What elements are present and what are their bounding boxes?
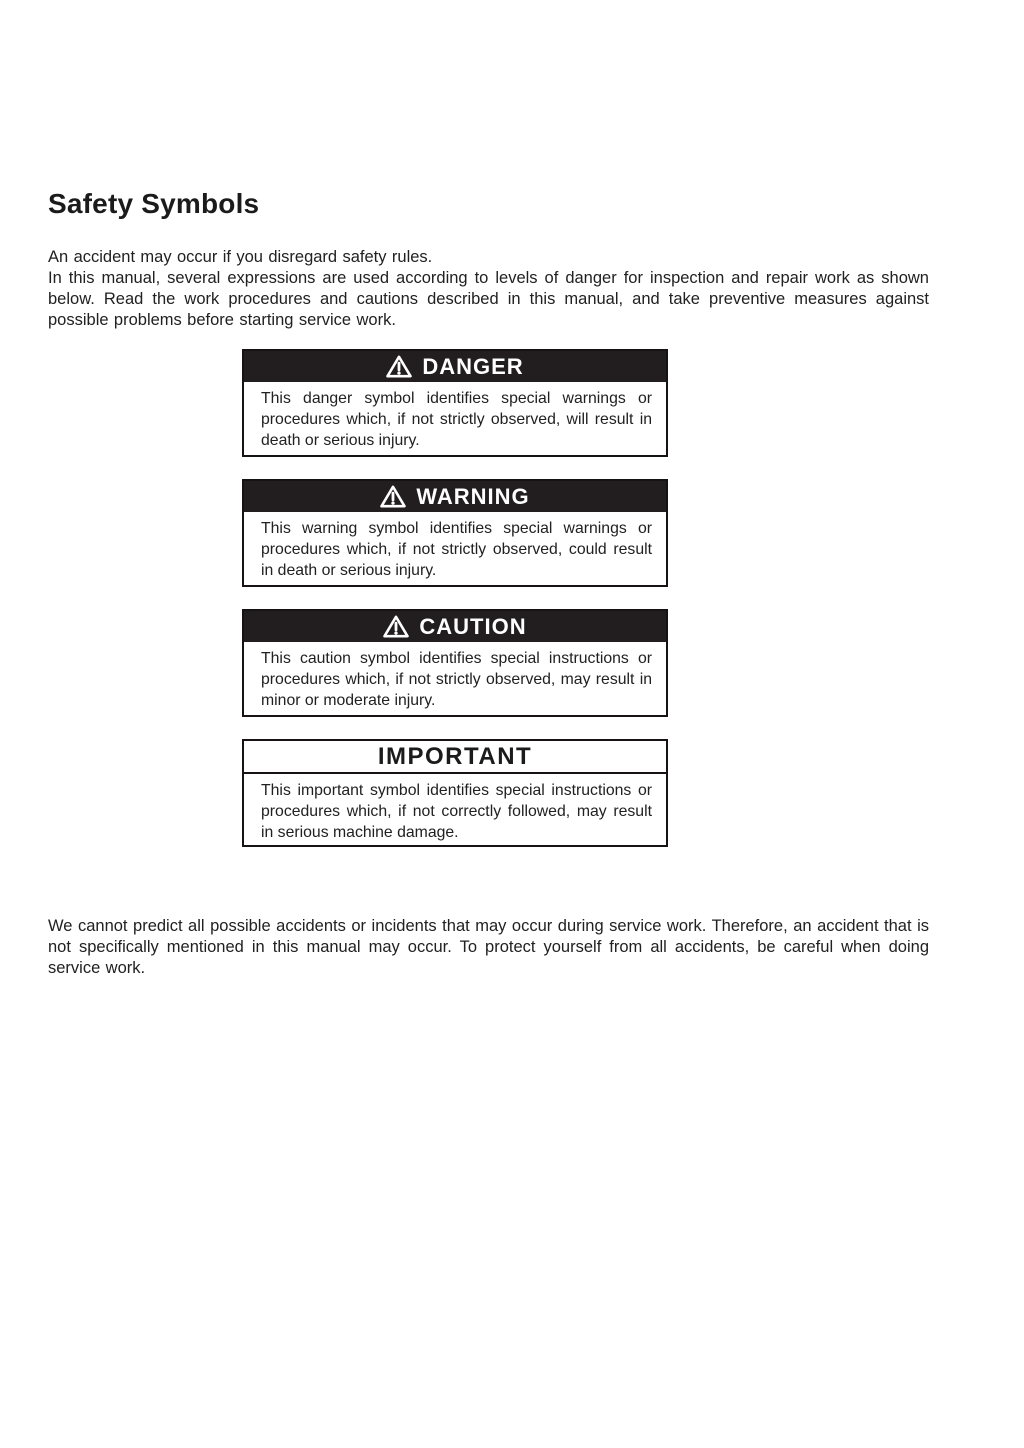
danger-box-label: DANGER	[422, 353, 524, 379]
intro-sentence-1: An accident may occur if you disregard safety rules.	[48, 248, 433, 266]
important-box-label: IMPORTANT	[377, 742, 533, 770]
caution-box-label: CAUTION	[419, 613, 527, 639]
warning-triangle-icon	[380, 485, 406, 508]
warning-box-body: This warning symbol identifies special warnings or procedures which, if not strictly observed, could result in death or serious injury.	[261, 520, 652, 579]
warning-box-label: WARNING	[416, 483, 530, 509]
danger-box-body: This danger symbol identifies special warnings or procedures which, if not strictly observed, will result in death or serious injury.	[261, 390, 652, 449]
warning-box	[242, 479, 668, 587]
intro-sentence-rest: In this manual, several expressions are used according to levels of danger for inspection and repair work as shown below. Read the work procedures and cautions described in this manual, and take preventive measures against possible problems before starting service work.	[48, 269, 929, 329]
safety-symbol-boxes	[242, 349, 668, 869]
danger-box-header	[244, 351, 666, 382]
important-box	[242, 739, 668, 847]
page-title: Safety Symbols	[48, 188, 260, 219]
caution-box	[242, 609, 668, 717]
warning-box-header	[244, 481, 666, 512]
intro-paragraph	[48, 247, 929, 331]
closing-paragraph: We cannot predict all possible accidents or incidents that may occur during service work. Therefore, an accident that is not specifically mentioned in this manual may occur. To protect yourself from all accidents, be careful when doing service work.	[48, 917, 929, 977]
important-box-body: This important symbol identifies special instructions or procedures which, if not correctly followed, may result in serious machine damage.	[261, 782, 652, 841]
caution-box-header	[244, 611, 666, 642]
important-box-header	[244, 741, 666, 774]
caution-box-body: This caution symbol identifies special instructions or procedures which, if not strictly observed, may result in minor or moderate injury.	[261, 650, 652, 709]
warning-triangle-icon	[386, 355, 412, 378]
warning-triangle-icon	[383, 615, 409, 638]
danger-box	[242, 349, 668, 457]
